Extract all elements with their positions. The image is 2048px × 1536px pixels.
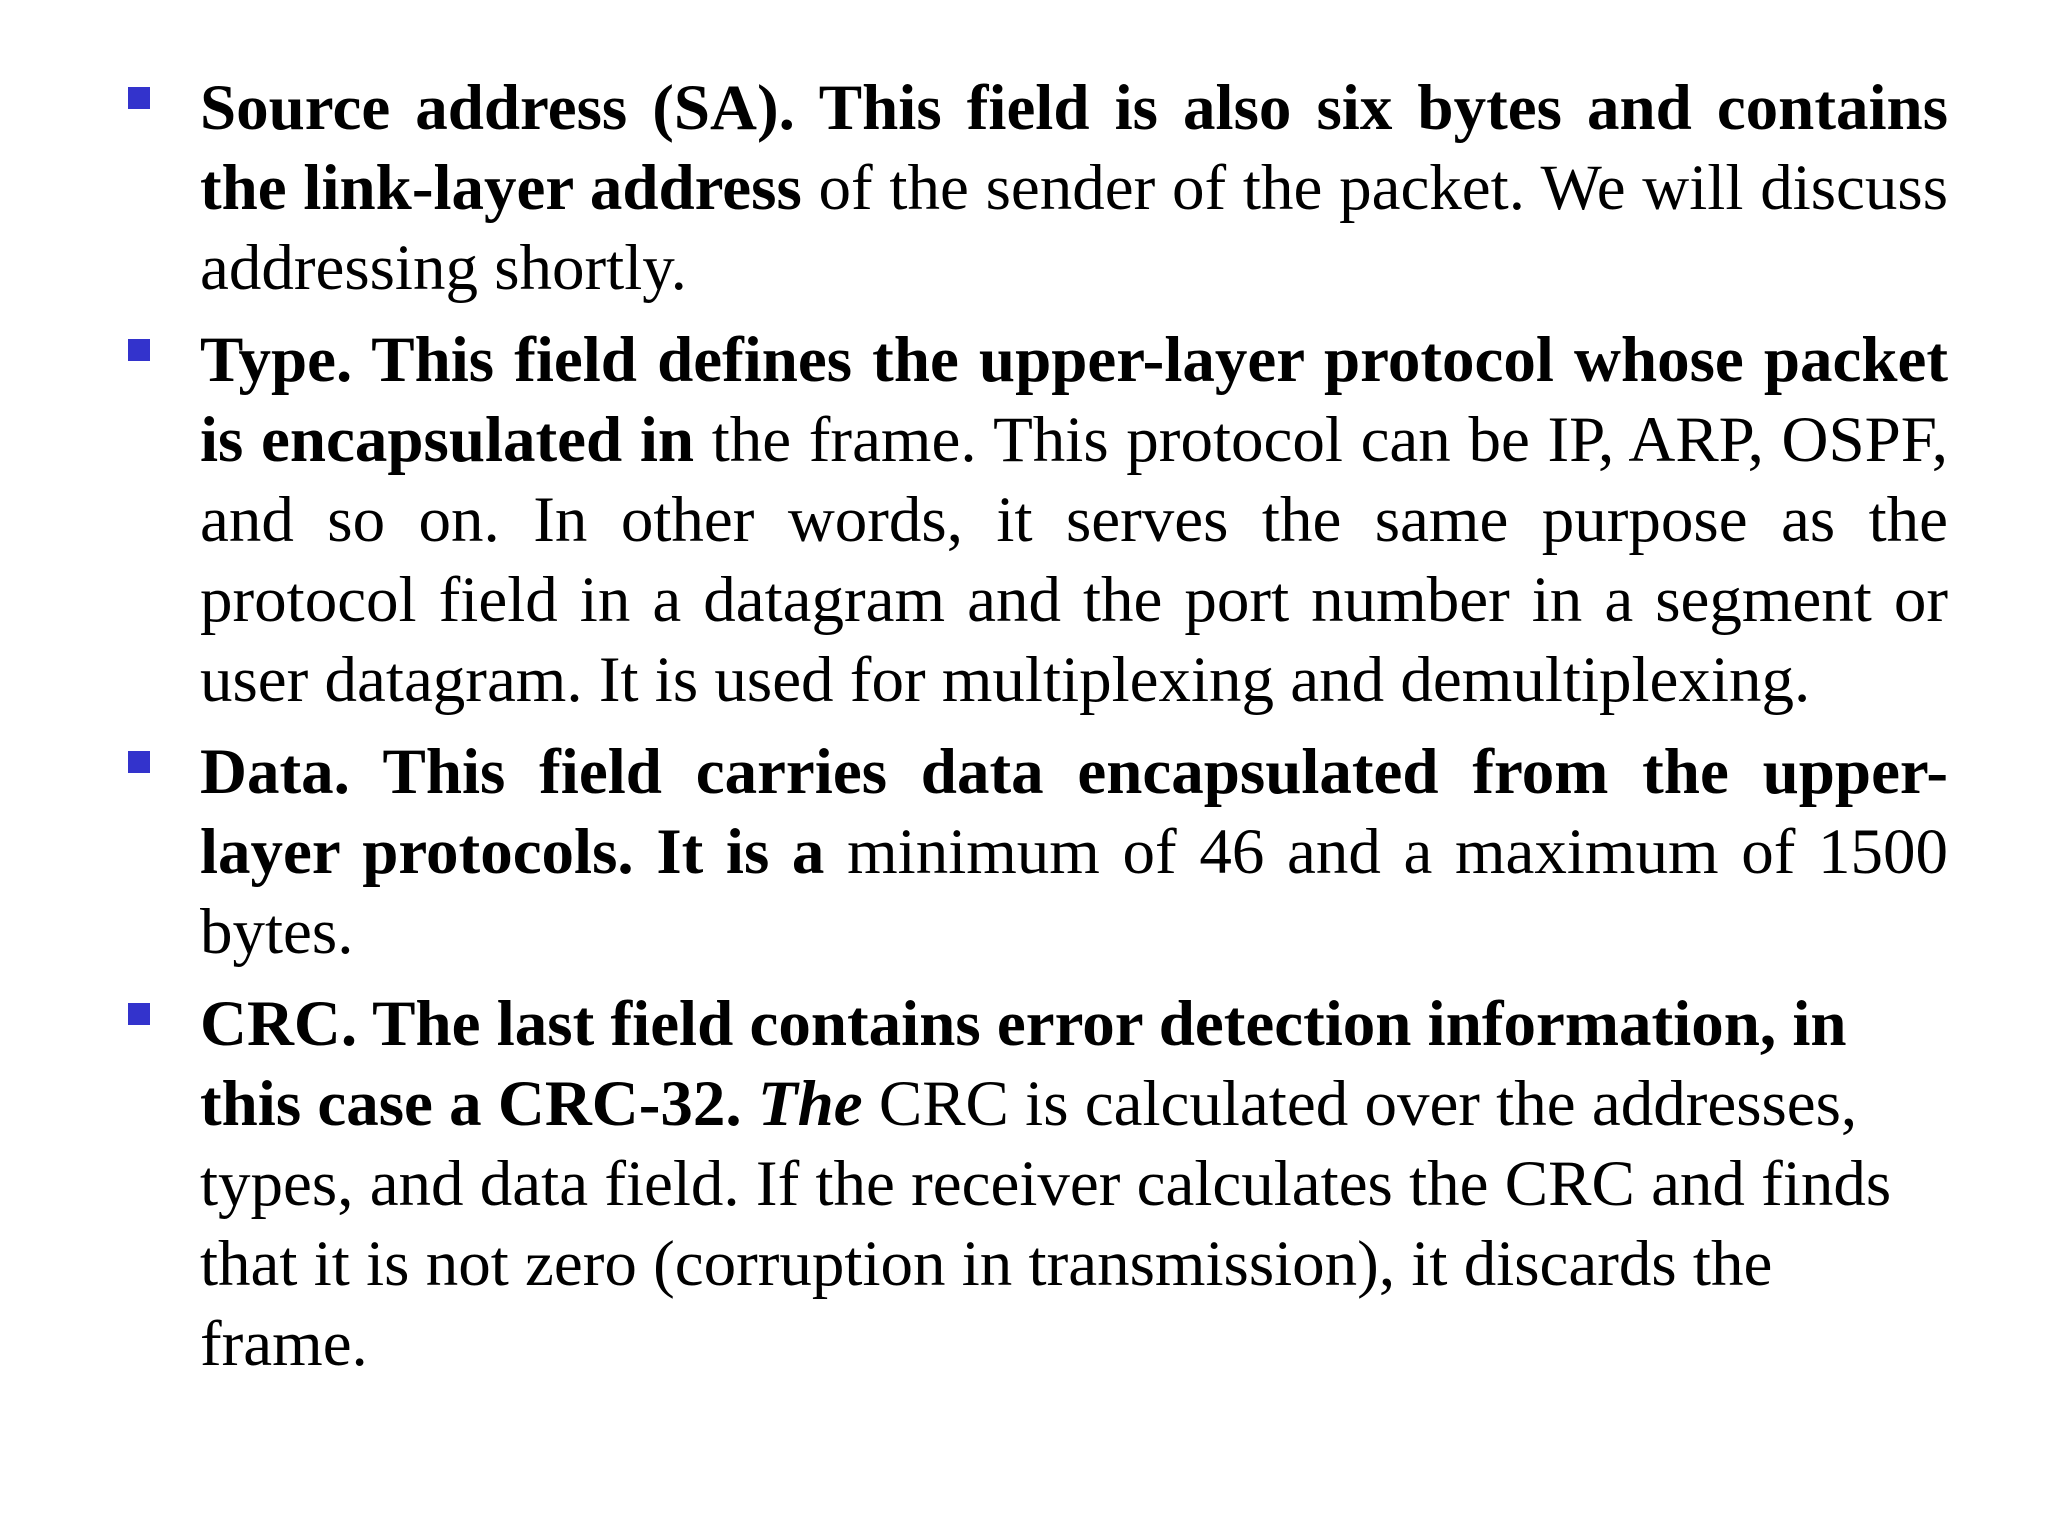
- bullet-bold-text: Data. This field carries data encapsulated from the upper-layer protocols. It is a: [200, 736, 1948, 888]
- bullet-list: [128, 68, 1948, 1396]
- bullet-bold-text: Type. This field defines the upper-layer protocol whose packet is encapsulated in: [200, 324, 1948, 476]
- bullet-text: CRC is calculated over the addresses, types, and data field. If the receiver calculates the CRC and finds that it is not zero (corruption in transmission), it discards the frame.: [200, 1068, 1892, 1380]
- square-bullet-icon: [128, 339, 150, 361]
- bullet-text: minimum of 46 and a maximum of 1500 bytes.: [200, 816, 1949, 968]
- bullet-text: the frame. This protocol can be IP, ARP, OSPF, and so on. In other words, it serves the same purpose as the protocol field in a datagram and the port number in a segment or user datagram. It is used for multiplexing and demultiplexing.: [200, 404, 1948, 716]
- bullet-data: [128, 732, 1948, 972]
- square-bullet-icon: [128, 751, 150, 773]
- square-bullet-icon: [128, 1003, 150, 1025]
- bullet-bold-italic-text: The: [757, 1068, 863, 1140]
- bullet-type: [128, 320, 1948, 720]
- bullet-bold-text: Source address (SA). This field is also six bytes and contains the link-layer address: [200, 72, 1948, 224]
- bullet-crc: [128, 984, 1948, 1384]
- bullet-bold-text: CRC. The last field contains error detection information, in this case a CRC-32.: [200, 988, 1847, 1140]
- bullet-source-address: [128, 68, 1948, 308]
- square-bullet-icon: [128, 87, 150, 109]
- bullet-text: of the sender of the packet. We will discuss addressing shortly.: [200, 152, 1948, 304]
